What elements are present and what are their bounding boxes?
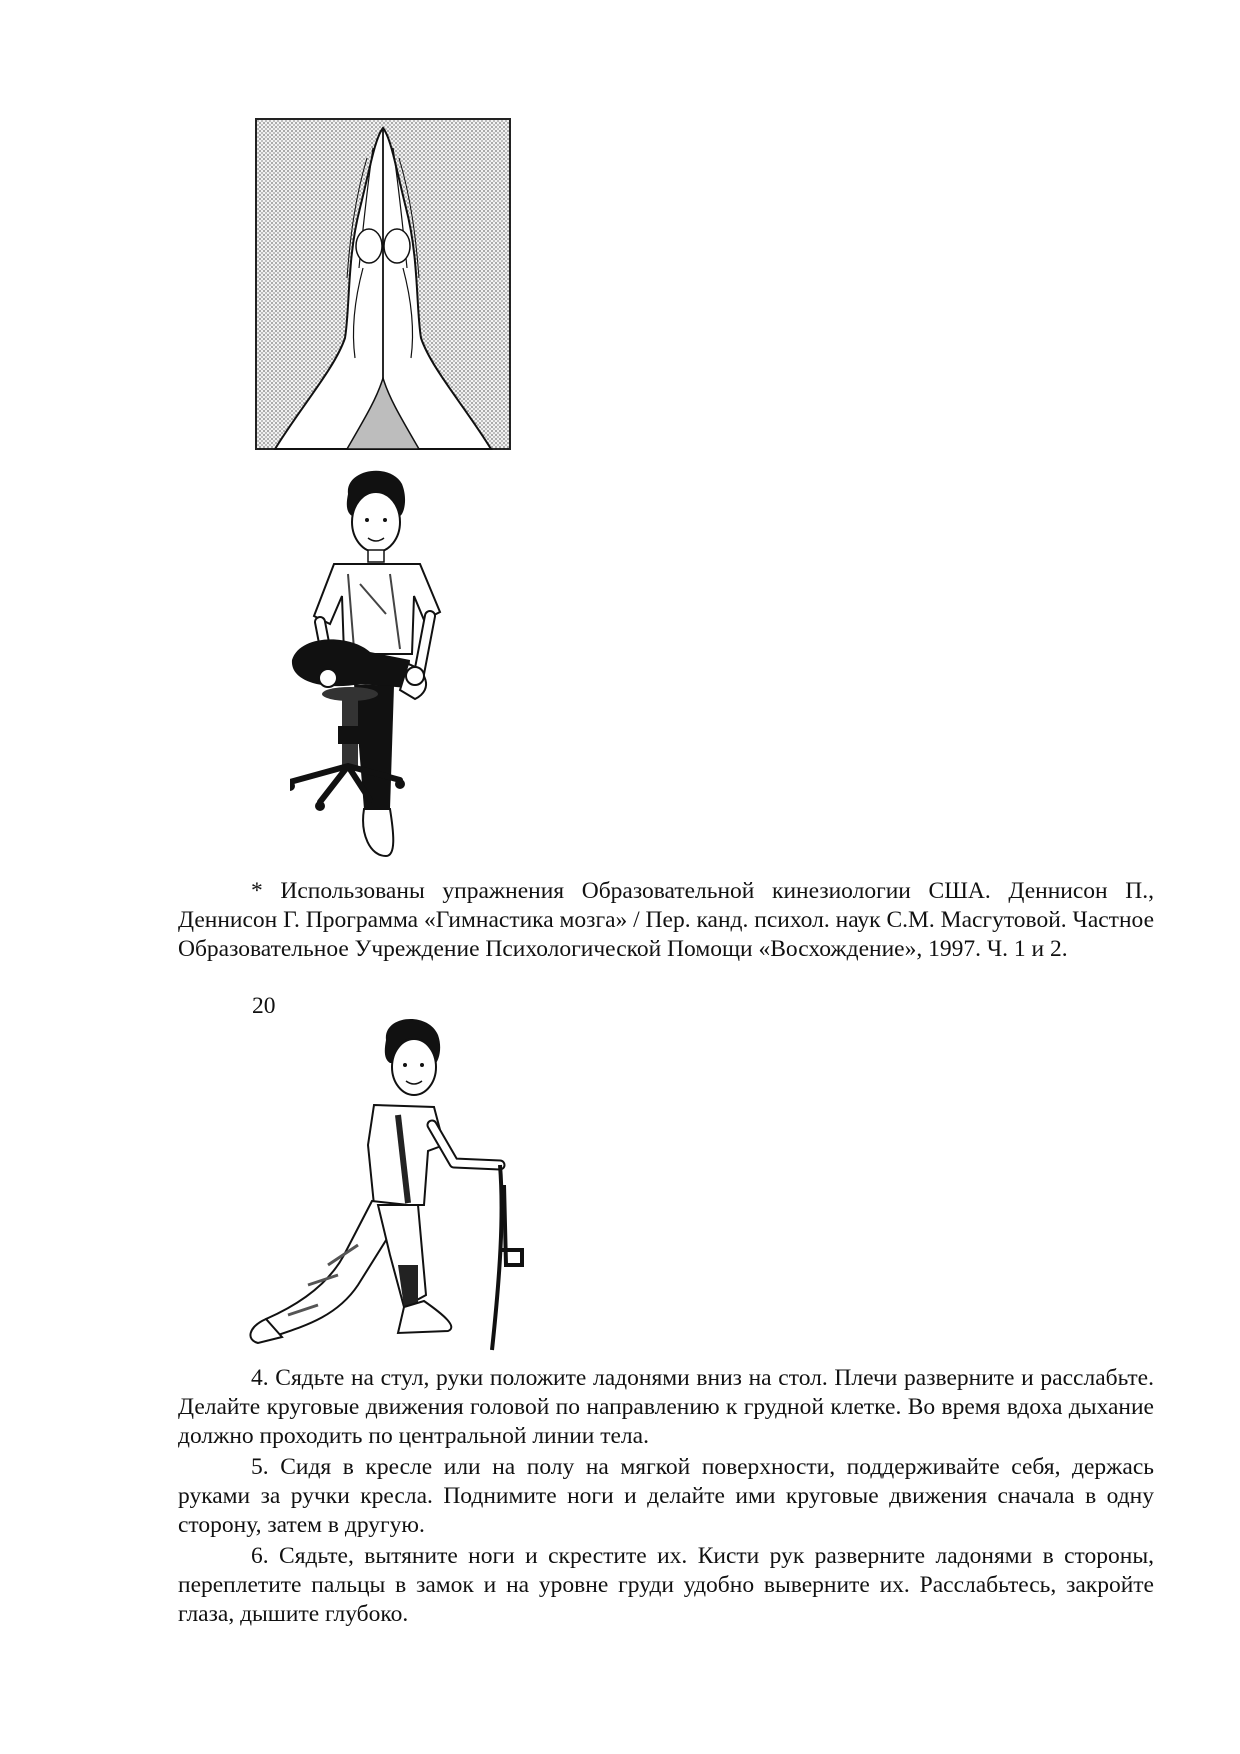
page-number: 20 <box>252 993 276 1019</box>
hands-illustration <box>255 118 511 450</box>
footnote: * Использованы упражнения Образовательной кинезиологии США. Деннисон П., Деннисон Г. Программа «Гимнастика мозга» / Пер. канд. психол. наук С.М. Масгутовой. Частное Образовательное Учреждение Психологической Помощи «Восхождение», 1997. Ч. 1 и 2. <box>178 878 1154 962</box>
boy-on-chair-illustration <box>290 464 470 874</box>
paragraph-6: 6. Сядьте, вытяните ноги и скрестите их. Кисти рук разверните ладонями в стороны, переплетите пальцы в замок и на уровне груди удобно выверните их. Расслабьтесь, закройте глаза, дышите глубоко. <box>178 1543 1154 1627</box>
paragraph-5: 5. Сидя в кресле или на полу на мягкой поверхности, поддерживайте себя, держась руками за ручки кресла. Поднимите ноги и делайте ими круговые движения сначала в одну сторону, затем в другую. <box>178 1454 1154 1538</box>
paragraph-4: 4. Сядьте на стул, руки положите ладонями вниз на стол. Плечи разверните и расслабьте. Делайте круговые движения головой по направлению к грудной клетке. Во время вдоха дыхание должно проходить по центральной линии тела. <box>178 1365 1154 1449</box>
boy-lunge-illustration <box>248 1015 538 1355</box>
